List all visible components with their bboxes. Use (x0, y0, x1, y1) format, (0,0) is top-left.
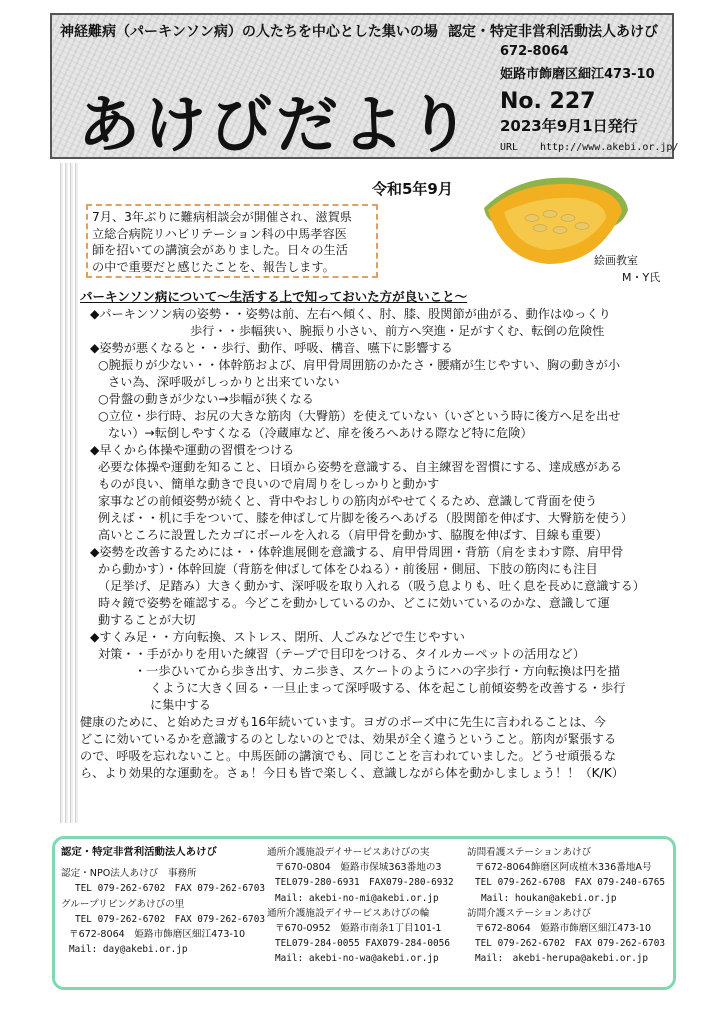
date-heading: 令和5年9月 (372, 180, 453, 198)
art-caption-artist: M・Y氏 (622, 271, 661, 284)
body-line: 時々鏡で姿勢を確認する。今どこを動かしているのか、どこに効いているのかな、意識して運 (98, 596, 610, 610)
nursing1-tel: TEL 079-262-6708 FAX 079-240-6765 (475, 877, 665, 889)
org-address: 姫路市飾磨区細江473-10 (500, 67, 655, 82)
body-line: 健康のために、と始めたヨガも16年続いています。ヨガのポーズ中に先生に言われることは、今 (80, 715, 606, 729)
dayservice2-name: 通所介護施設デイサービスあけびの輪 (267, 907, 430, 919)
nursing1-mail[interactable]: Mail: houkan@akebi.or.jp (481, 892, 617, 904)
group-home-address: 〒672-8064 姫路市飾磨区細江473-10 (69, 929, 246, 941)
body-line: ◆パーキンソン病の姿勢・・姿勢は前、左右へ傾く、肘、膝、股関節が曲がる、動作はゆっくり (90, 307, 611, 321)
dayservice2-address: 〒670-0952 姫路市南条1丁目101-1 (275, 923, 442, 935)
body-line: 歩行・・歩幅狭い、腕振り小さい、前方へ突進・足がすくむ、転倒の危険性 (190, 324, 605, 338)
dayservice1-name: 通所介護施設デイサービスあけびの実 (267, 847, 430, 858)
nursing1-address: 〒672-8064飾磨区阿成植木336番地A号 (475, 862, 652, 874)
footer-col-nursing (467, 845, 665, 967)
footer-col-org (61, 845, 265, 957)
art-caption-class: 絵画教室 (594, 254, 638, 267)
issue-number: No. 227 (500, 89, 596, 114)
footer-org-title: 認定・特定非営利活動法人あけび (61, 846, 217, 858)
nursing1-name: 訪問看護ステーションあけび (467, 847, 592, 858)
newsletter-title: あけびだより (78, 88, 475, 161)
intro-line: の中で重要だと感じたことを、報告します。 (92, 259, 335, 274)
article-body (80, 288, 676, 782)
body-line: ◆姿勢を改善するためには・・体幹進展側を意識する、肩甲骨周囲・背筋（肩をまわす際、肩甲骨 (90, 545, 624, 559)
body-line: 高いところに設置したカゴにボールを入れる（肩甲骨を動かす、脇腹を伸ばす、目線も重要） (98, 528, 608, 542)
masthead (50, 13, 679, 161)
footer-col-dayservice (267, 845, 454, 967)
dayservice1-tel: TEL079-280-6931 FAX079-280-6932 (275, 877, 454, 889)
contact-footer (52, 836, 676, 990)
intro-box (86, 204, 378, 278)
body-line: どこに効いているかを意識するのとしないのとでは、効果が全く違うということ。筋肉が緊張する (80, 732, 617, 746)
intro-line: 立総合病院リハビリテーション科の中馬孝容医 (92, 226, 347, 241)
body-line: ものが良い、簡単な動きで良いので肩周りをしっかりと動かす (98, 477, 440, 491)
body-line: ◆すくみ足・・方向転換、ストレス、閉所、人ごみなどで生じやすい (90, 630, 465, 644)
dayservice2-tel: TEL079-284-0055 FAX079-284-0056 (275, 938, 450, 950)
body-line: から動かす）・体幹回旋（背筋を伸ばして体をひねる）・前後屈・側屈、下肢の筋肉にも注目 (98, 562, 598, 576)
body-line: 動することが大切 (98, 613, 196, 627)
postal-code: 672-8064 (500, 44, 569, 59)
nursing2-tel: TEL 079-262-6702 FAX 079-262-6703 (475, 938, 665, 950)
body-line: （足挙げ、足踏み）大きく動かす、深呼吸を取り入れる（吸う息よりも、吐く息を長めに意識する） (98, 579, 645, 593)
group-home-mail[interactable]: Mail: day@akebi.or.jp (69, 944, 188, 956)
body-line: 対策・・手がかりを用いた練習（テープで目印をつける、タイルカーペットの活用など） (98, 647, 586, 661)
office-tel: TEL 079-262-6702 FAX 079-262-6703 (75, 883, 265, 895)
body-line: くように大きく回る・一旦止まって深呼吸する、体を起こし前傾姿勢を改善する・歩行 (150, 681, 626, 695)
dayservice1-address: 〒670-0804 姫路市保城363番地の3 (275, 862, 442, 874)
body-line: に集中する (150, 698, 211, 712)
website-link[interactable]: http://www.akebi.or.jp/ (540, 142, 679, 153)
body-line: さい為、深呼吸がしっかりと出来ていない (108, 375, 340, 389)
group-home-name: グループリビングあけびの里 (61, 898, 185, 910)
body-line: 必要な体操や運動を知ること、日頃から姿勢を意識する、自主練習を習慣にする、達成感がある (98, 460, 623, 474)
nursing2-name: 訪問介護ステーションあけび (467, 907, 592, 919)
body-line: ・一歩ひいてから歩き出す、カニ歩き、スケートのようにハの字歩行・方向転換は円を描 (134, 664, 621, 678)
org-name: 認定・特定非営利活動法人あけび (448, 24, 658, 40)
tagline: 神経難病（パーキンソン病）の人たちを中心とした集いの場 (60, 24, 438, 40)
office-name: 認定・NPO法人あけび 事務所 (61, 868, 197, 880)
body-line: ○骨盤の動きが少ない→歩幅が狭くなる (98, 392, 314, 406)
group-home-tel: TEL 079-262-6702 FAX 079-262-6703 (75, 913, 265, 925)
url-label: URL (500, 142, 519, 153)
body-line: ◆姿勢が悪くなると・・歩行、動作、呼吸、構音、嚥下に影響する (90, 341, 453, 355)
body-line: ない）→転倒しやすくなる（冷蔵庫など、扉を後ろへあける際など特に危険） (108, 426, 533, 440)
body-line: ○立位・歩行時、お尻の大きな筋肉（大臀筋）を使えていない（いざという時に後方へ足を出せ (98, 409, 621, 423)
nursing2-mail[interactable]: Mail: akebi-herupa@akebi.or.jp (475, 953, 649, 965)
nursing2-address: 〒672-8064 姫路市飾磨区細江473-10 (475, 923, 652, 935)
body-line: ので、呼吸を忘れないこと。中馬医師の講演でも、同じことを言われていました。どうせ頑張るな (80, 749, 617, 763)
section-title: パーキンソン病について～生活する上で知っておいた方が良いこと～ (80, 289, 468, 304)
body-line: ○腕振りが少ない・・体幹筋および、肩甲骨周囲筋のかたさ・腰痛が生じやすい、胸の動きが小 (98, 358, 621, 372)
body-line: ら、より効果的な運動を。さぁ！今日も皆で楽しく、意識しながら体を動かしましょう！！（K/K） (80, 766, 624, 780)
body-line: ◆早くから体操や運動の習慣をつける (90, 443, 295, 457)
body-line: 例えば・・机に手をついて、膝を伸ばして片脚を後ろへあげる（股関節を伸ばす、大臀筋を使う） (98, 511, 634, 525)
body-line: 家事などの前傾姿勢が続くと、背中やおしりの筋肉がやせてくるため、意識して背面を使う (98, 494, 598, 508)
side-texture-strip (60, 163, 78, 823)
intro-line: 師を招いての講演会がありました。日々の生活 (92, 243, 348, 257)
dayservice1-mail[interactable]: Mail: akebi-no-mi@akebi.or.jp (275, 892, 439, 904)
issue-date: 2023年9月1日発行 (500, 117, 638, 135)
intro-line: 7月、3年ぶりに難病相談会が開催され、滋賀県 (92, 210, 352, 224)
dayservice2-mail[interactable]: Mail: akebi-no-wa@akebi.or.jp (275, 953, 439, 965)
